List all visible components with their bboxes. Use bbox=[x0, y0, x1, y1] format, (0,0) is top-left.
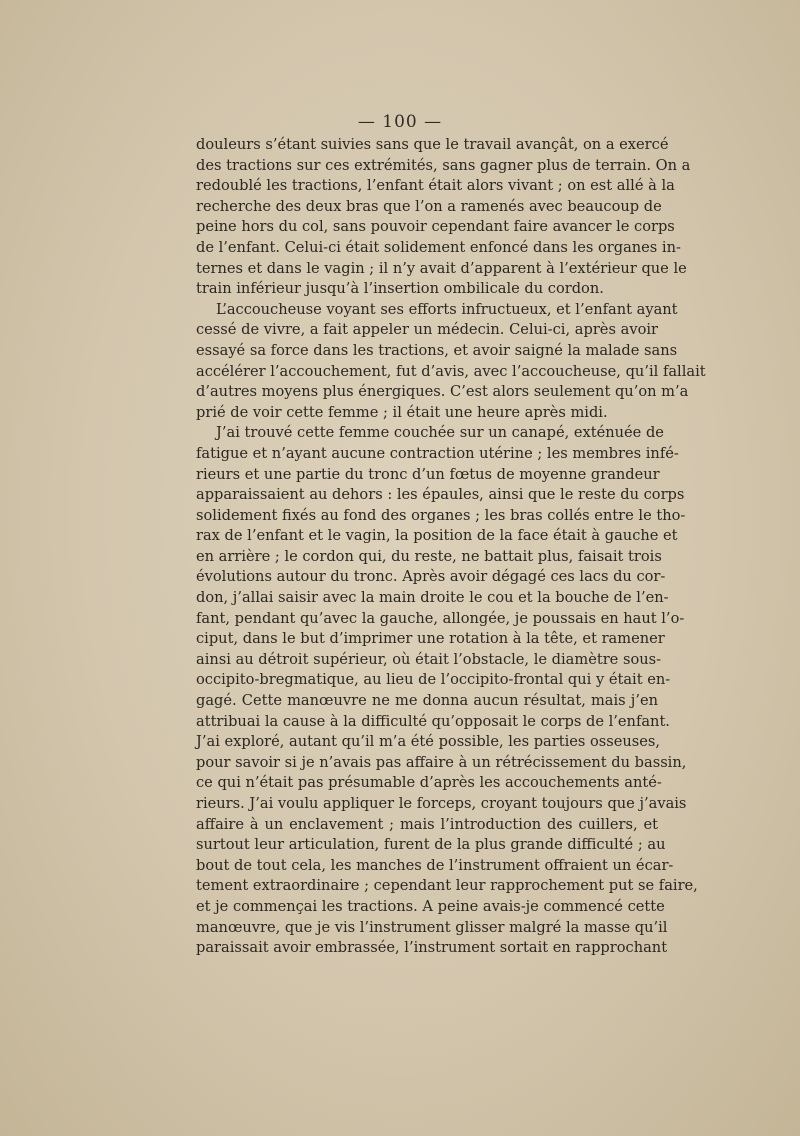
text-line: recherche des deux bras que l’on a ramenés avec beaucoup de bbox=[196, 197, 662, 215]
text-line: attribuai la cause à la difficulté qu’opposait le corps de l’enfant. bbox=[196, 712, 670, 730]
text-line: cessé de vivre, a fait appeler un médecin. Celui-ci, après avoir bbox=[196, 321, 658, 339]
text-line: des tractions sur ces extrémités, sans gagner plus de terrain. On a bbox=[196, 156, 691, 174]
text-line: prié de voir cette femme ; il était une heure après midi. bbox=[196, 403, 608, 421]
text-line: paraissait avoir embrassée, l’instrument sortait en rapprochant bbox=[196, 939, 668, 957]
text-line: de l’enfant. Celui-ci était solidement enfoncé dans les organes in- bbox=[196, 238, 681, 256]
text-line: solidement fixés au fond des organes ; les bras collés entre le tho- bbox=[196, 506, 686, 524]
text-line: accélérer l’accouchement, fut d’avis, avec l’accoucheuse, qu’il fallait bbox=[196, 362, 706, 380]
text-line: fant, pendant qu’avec la gauche, allongée, je poussais en haut l’o- bbox=[196, 609, 685, 627]
text-line: occipito-bregmatique, au lieu de l’occipito-frontal qui y était en- bbox=[196, 671, 671, 689]
text-line: don, j’allai saisir avec la main droite le cou et la bouche de l’en- bbox=[196, 589, 669, 607]
text-line: ce qui n’était pas présumable d’après les accouchements anté- bbox=[196, 774, 662, 792]
text-line: ainsi au détroit supérieur, où était l’obstacle, le diamètre sous- bbox=[196, 650, 662, 668]
text-line: J’ai exploré, autant qu’il m’a été possible, les parties osseuses, bbox=[196, 733, 661, 751]
text-line: ternes et dans le vagin ; il n’y avait d’apparent à l’extérieur que le bbox=[196, 259, 687, 277]
body-text bbox=[196, 135, 706, 959]
text-line: manœuvre, que je vis l’instrument glisser malgré la masse qu’il bbox=[196, 918, 668, 936]
text-line: essayé sa force dans les tractions, et avoir saigné la malade sans bbox=[196, 341, 678, 359]
text-line: en arrière ; le cordon qui, du reste, ne battait plus, faisait trois bbox=[196, 547, 662, 565]
text-line: ciput, dans le but d’imprimer une rotation à la tête, et ramener bbox=[196, 630, 665, 648]
text-line: d’autres moyens plus énergiques. C’est alors seulement qu’on m’a bbox=[196, 383, 689, 401]
text-line: redoublé les tractions, l’enfant était alors vivant ; on est allé à la bbox=[196, 177, 675, 195]
text-line: train inférieur jusqu’à l’insertion ombilicale du cordon. bbox=[196, 280, 604, 298]
text-line: douleurs s’étant suivies sans que le travail avançât, on a exercé bbox=[196, 136, 669, 153]
text-line: gagé. Cette manœuvre ne me donna aucun résultat, mais j’en bbox=[196, 692, 658, 710]
text-line: rieurs et une partie du tronc d’un fœtus de moyenne grandeur bbox=[196, 465, 660, 483]
text-line: rax de l’enfant et le vagin, la position de la face était à gauche et bbox=[196, 527, 678, 545]
text-line: évolutions autour du tronc. Après avoir dégagé ces lacs du cor- bbox=[196, 568, 666, 586]
text-line: et je commençai les tractions. A peine avais-je commencé cette bbox=[196, 897, 665, 915]
text-line: fatigue et n’ayant aucune contraction utérine ; les membres infé- bbox=[196, 444, 679, 462]
text-line: L’accoucheuse voyant ses efforts infructueux, et l’enfant ayant bbox=[216, 300, 678, 318]
text-line: rieurs. J’ai voulu appliquer le forceps, croyant toujours que j’avais bbox=[196, 795, 687, 812]
text-line: bout de tout cela, les manches de l’instrument offraient un écar- bbox=[196, 856, 674, 874]
text-line: tement extraordinaire ; cependant leur rapprochement put se faire, bbox=[196, 877, 698, 895]
text-line: J’ai trouvé cette femme couchée sur un canapé, exténuée de bbox=[216, 424, 664, 442]
text-line: affaire à un enclavement ; mais l’introduction des cuillers, et bbox=[196, 815, 658, 833]
text-line: surtout leur articulation, furent de la plus grande difficulté ; au bbox=[196, 836, 666, 854]
text-line: apparaissaient au dehors : les épaules, ainsi que le reste du corps bbox=[196, 486, 685, 504]
text-line: pour savoir si je n’avais pas affaire à un rétrécissement du bassin, bbox=[196, 753, 687, 771]
page-number: — 100 — bbox=[357, 112, 443, 132]
text-line: peine hors du col, sans pouvoir cependant faire avancer le corps bbox=[196, 218, 675, 236]
